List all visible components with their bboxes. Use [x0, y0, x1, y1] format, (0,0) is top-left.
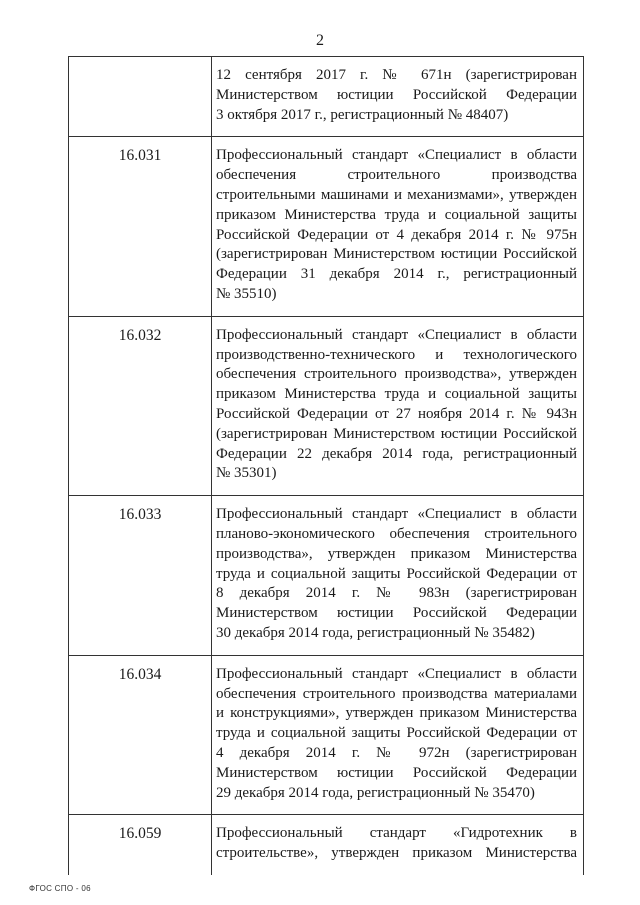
standard-description-cell — [212, 815, 584, 875]
description-line: 29 декабря 2014 года, регистрационный № 35470) — [216, 784, 535, 801]
footer-label: ФГОС СПО - 06 — [29, 884, 91, 893]
standard-description-cell — [212, 655, 584, 815]
description-line: (зарегистрирован Министерством юстиции Российской — [216, 425, 577, 442]
description-line: Российской Федерации от 27 ноября 2014 г. № 943н — [216, 405, 577, 422]
standard-description-cell — [212, 137, 584, 316]
description-line: Профессиональный стандарт «Специалист в области — [216, 506, 577, 523]
table-row — [69, 137, 584, 316]
description-line: 30 декабря 2014 года, регистрационный № 35482) — [216, 624, 535, 641]
description-line: строительными машинами и механизмами», утвержден — [216, 186, 577, 203]
description-line: Министерством юстиции Российской Федерации — [216, 764, 577, 781]
description-line: (зарегистрирован Министерством юстиции Российской — [216, 246, 577, 263]
description-line: обеспечения строительного производства», утвержден — [216, 366, 577, 383]
standard-code-cell: 16.033 — [69, 496, 212, 656]
description-line: 4 декабря 2014 г. № 972н (зарегистрирован — [216, 744, 577, 761]
description-line: Профессиональный стандарт «Специалист в области — [216, 147, 577, 164]
description-line: Министерством юстиции Российской Федерации — [216, 86, 577, 103]
table-row — [69, 316, 584, 495]
description-line: 8 декабря 2014 г. № 983н (зарегистрирован — [216, 585, 577, 602]
description-line: Профессиональный стандарт «Гидротехник в — [216, 825, 577, 842]
description-line: Российской Федерации от 4 декабря 2014 г. № 975н — [216, 226, 577, 243]
standard-description-cell — [212, 496, 584, 656]
description-line: планово-экономического обеспечения строительного — [216, 525, 577, 542]
standard-code-cell: 16.034 — [69, 655, 212, 815]
standard-description-cell — [212, 57, 584, 137]
table-row — [69, 655, 584, 815]
description-line: приказом Министерства труда и социальной защиты — [216, 386, 577, 403]
description-line: производства», утвержден приказом Министерства — [216, 545, 577, 562]
description-line: приказом Министерства труда и социальной защиты — [216, 206, 577, 223]
standards-table-body — [69, 57, 584, 875]
description-line: обеспечения строительного производства материалами — [216, 685, 577, 702]
description-line: 12 сентября 2017 г. № 671н (зарегистрирован — [216, 67, 577, 83]
table-row — [69, 815, 584, 875]
description-line: труда и социальной защиты Российской Федерации от — [216, 725, 577, 742]
description-line: и конструкциями», утвержден приказом Министерства — [216, 705, 577, 722]
table-row — [69, 496, 584, 656]
standard-code-cell: 16.031 — [69, 137, 212, 316]
description-line: строительстве», утвержден приказом Министерства — [216, 845, 577, 862]
standard-code-cell: 16.032 — [69, 316, 212, 495]
description-line: Федерации 31 декабря 2014 г., регистрационный — [216, 266, 577, 283]
standards-table — [68, 56, 584, 875]
page-number: 2 — [316, 32, 324, 49]
description-line: производственно-технического и технологического — [216, 346, 577, 363]
standard-code-cell: 16.059 — [69, 815, 212, 875]
description-line: обеспечения строительного производства — [216, 167, 577, 184]
table-row — [69, 57, 584, 137]
description-line: № 35301) — [216, 465, 277, 482]
description-line: 3 октября 2017 г., регистрационный № 48407) — [216, 106, 509, 123]
description-line: Профессиональный стандарт «Специалист в области — [216, 665, 577, 682]
description-line: Министерством юстиции Российской Федерации — [216, 605, 577, 622]
standard-code-cell — [69, 57, 212, 137]
standard-description-cell — [212, 316, 584, 495]
description-line: № 35510) — [216, 285, 277, 302]
description-line: труда и социальной защиты Российской Федерации от — [216, 565, 577, 582]
description-line: Федерации 22 декабря 2014 года, регистрационный — [216, 445, 577, 462]
description-line: Профессиональный стандарт «Специалист в области — [216, 326, 577, 343]
